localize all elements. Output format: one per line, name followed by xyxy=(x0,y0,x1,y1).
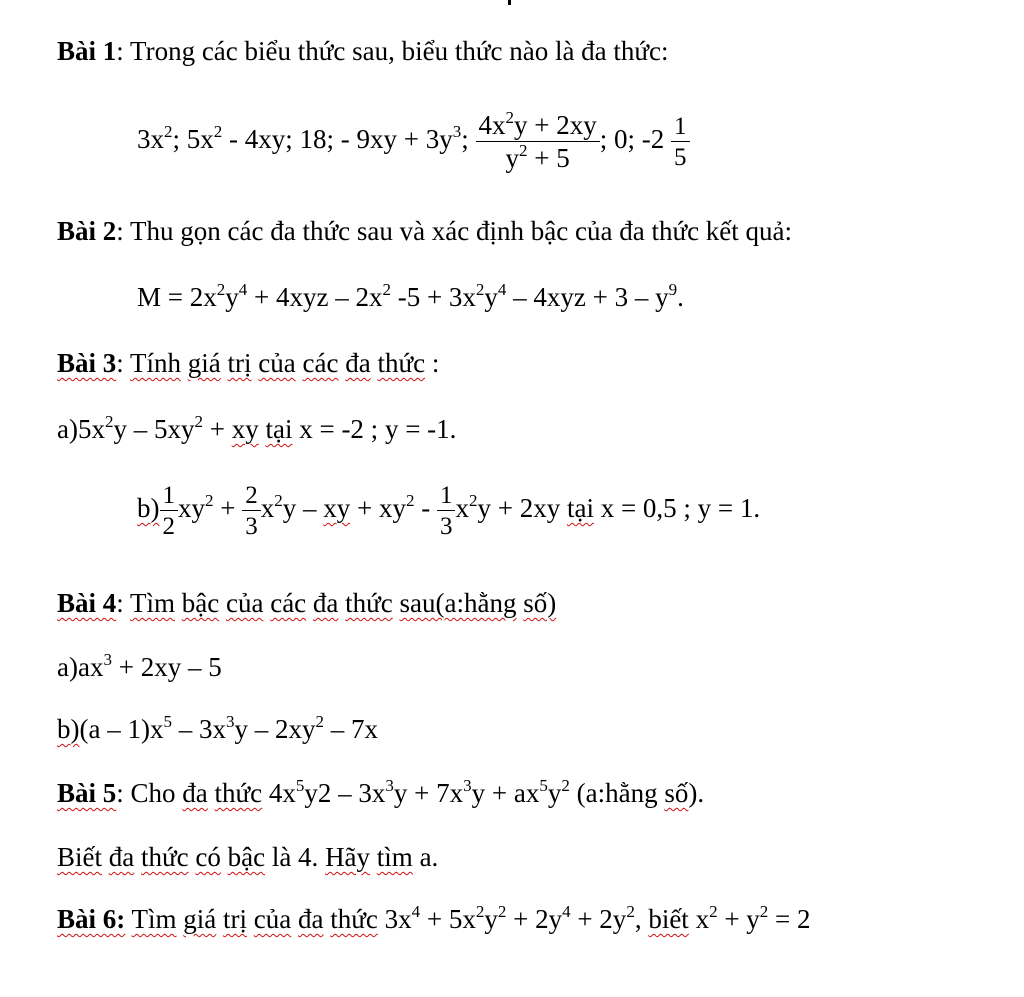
word: trị xyxy=(227,348,252,378)
sep: ; xyxy=(461,124,469,155)
fraction-numerator xyxy=(476,108,600,141)
expr: + 5 xyxy=(527,143,570,173)
exp: 2 xyxy=(216,280,226,299)
expr: y + 2xy xyxy=(514,110,597,140)
word: ). xyxy=(688,778,705,808)
expr: - xyxy=(414,493,437,523)
exp: 5 xyxy=(295,776,305,795)
bai3-heading xyxy=(57,346,439,380)
word: Tìm xyxy=(130,588,176,618)
word: đa xyxy=(312,588,339,618)
expr: 5x xyxy=(186,124,214,155)
fraction-denominator: 3 xyxy=(437,510,456,539)
expr: y – 5xy xyxy=(113,414,195,444)
word: Tính xyxy=(130,348,182,378)
exp: 2 xyxy=(205,491,214,510)
bai1-expressions xyxy=(137,108,690,173)
bai3-label: Bài 3 xyxy=(57,348,117,378)
fraction-numerator: 1 xyxy=(162,481,175,509)
fraction-numerator: 1 xyxy=(439,481,453,509)
fraction xyxy=(160,483,179,539)
word: tìm xyxy=(376,842,413,872)
bai5-line2 xyxy=(57,840,438,874)
expr: 3x xyxy=(377,904,412,934)
fraction xyxy=(437,483,456,539)
sep: ; xyxy=(172,124,187,155)
expr: + 2xy – 5 xyxy=(111,652,222,682)
expr: + xyxy=(202,414,232,444)
bai1-text: : Trong các biểu thức sau, biểu thức nào là đa thức: xyxy=(116,36,669,66)
word: của xyxy=(253,904,292,934)
bai5-label: Bài 5 xyxy=(57,778,117,808)
exp: 9 xyxy=(668,280,678,299)
expr: M = 2x xyxy=(137,282,217,312)
word: Hãy xyxy=(325,842,371,872)
word: thức xyxy=(377,348,426,378)
bai4-part-b xyxy=(57,712,378,746)
word: của xyxy=(258,348,296,378)
expr: a)ax xyxy=(57,652,104,682)
word: thức xyxy=(345,588,393,618)
expr: y – xyxy=(282,493,324,523)
expr: – 3x xyxy=(171,714,226,744)
expr: y2 – 3x xyxy=(304,778,386,808)
bai3-part-a xyxy=(57,412,456,446)
expr: y + 2xy xyxy=(477,493,567,523)
exp: 2 xyxy=(382,280,391,299)
expr: y + ax xyxy=(471,778,540,808)
word: các xyxy=(270,588,307,618)
expr: + 5x xyxy=(420,904,476,934)
expr: + xy xyxy=(350,493,406,523)
exp: 2 xyxy=(561,776,570,795)
expr: y xyxy=(484,904,498,934)
exp: 5 xyxy=(163,712,172,731)
expr: x xyxy=(260,493,275,523)
exp: 3 xyxy=(385,776,394,795)
expr: x = 0,5 ; y = 1. xyxy=(593,493,761,523)
expr: , xyxy=(634,904,649,934)
expr: 3x xyxy=(137,124,164,155)
expr: y xyxy=(505,143,520,173)
bai3-part-b xyxy=(137,478,760,539)
bai1-label: Bài 1 xyxy=(57,36,117,66)
fraction-denominator: 5 xyxy=(671,141,690,170)
exp: 3 xyxy=(463,776,472,795)
bai2-text: : Thu gọn các đa thức sau và xác định bậc của đa thức kết quả: xyxy=(116,216,793,246)
exp: 2 xyxy=(274,491,283,510)
word: giá xyxy=(183,904,217,934)
expr: + 4xyz – 2x xyxy=(247,282,383,312)
colon: : xyxy=(116,778,131,808)
exp: 2 xyxy=(194,412,203,431)
word: của xyxy=(226,588,264,618)
expr: y + 7x xyxy=(393,778,464,808)
word: đa xyxy=(298,904,324,934)
exp: 3 xyxy=(225,712,235,731)
expr: y – 2xy xyxy=(234,714,316,744)
exp: 4 xyxy=(238,280,248,299)
word: thức xyxy=(214,778,263,808)
word: số) xyxy=(523,588,557,618)
expr: xy xyxy=(178,493,205,523)
exp: 2 xyxy=(505,108,515,127)
part-label: b) xyxy=(57,714,80,744)
bai6-label: Bài 6: xyxy=(57,904,126,934)
exp: 2 xyxy=(759,902,769,921)
word: Cho xyxy=(130,778,176,808)
bai2-heading xyxy=(57,214,792,248)
fraction-numerator: 2 xyxy=(245,481,258,509)
exp: 2 xyxy=(315,712,324,731)
word: giá xyxy=(187,348,221,378)
bai1-heading xyxy=(57,34,669,68)
expr: x xyxy=(455,493,469,523)
expr: x xyxy=(688,904,710,934)
bai4-heading xyxy=(57,586,556,620)
expr: . xyxy=(677,282,684,312)
expr: y xyxy=(484,282,498,312)
expr: (a – 1)x xyxy=(79,714,164,744)
exp: 4 xyxy=(562,902,571,921)
exp: 5 xyxy=(539,776,548,795)
expr: xy xyxy=(231,414,259,444)
word: đa xyxy=(182,778,208,808)
bai4-part-a xyxy=(57,650,222,684)
expr: xy xyxy=(323,493,351,523)
word: bậc xyxy=(227,842,266,872)
exp: 2 xyxy=(405,491,415,510)
word: tại xyxy=(566,493,594,523)
expr: ; 18; - 9xy + 3y xyxy=(285,124,453,155)
expr: x = -2 ; y = -1. xyxy=(292,414,457,444)
word: sau(a:hằng xyxy=(399,588,517,618)
fraction-numerator: 1 xyxy=(674,113,687,140)
word: thức xyxy=(140,842,189,872)
word: bậc xyxy=(181,588,220,618)
word: thức xyxy=(330,904,378,934)
expr: a)5x xyxy=(57,414,105,444)
word: biết xyxy=(648,904,689,934)
expr: – 4xyz + 3 – y xyxy=(506,282,669,312)
exp: 4 xyxy=(497,280,507,299)
word: a. xyxy=(412,842,439,872)
expr: - 4xy xyxy=(222,124,286,155)
word: tại xyxy=(265,414,293,444)
fraction xyxy=(242,483,261,539)
word: các xyxy=(302,348,339,378)
colon: : xyxy=(116,348,131,378)
fraction-denominator xyxy=(476,141,600,172)
expr: + xyxy=(213,493,243,523)
exp: 2 xyxy=(164,122,173,142)
bai4-label: Bài 4 xyxy=(57,588,117,618)
word: đa xyxy=(345,348,371,378)
word: trị xyxy=(223,904,248,934)
expr: y xyxy=(225,282,239,312)
word: Tìm xyxy=(131,904,177,934)
exp: 2 xyxy=(475,280,485,299)
fraction xyxy=(476,108,600,173)
expr: = 2 xyxy=(768,904,811,934)
expr: + 2y xyxy=(570,904,627,934)
expr: y xyxy=(547,778,562,808)
bai2-expression xyxy=(137,280,684,314)
mixed-fraction xyxy=(671,114,690,170)
colon: : xyxy=(116,588,131,618)
top-edge-mark xyxy=(508,0,511,5)
fraction-denominator: 2 xyxy=(160,510,179,539)
expr: + 2y xyxy=(506,904,563,934)
bai2-label: Bài 2 xyxy=(57,216,117,246)
bai5-heading xyxy=(57,776,704,810)
word: đa xyxy=(108,842,135,872)
expr: 4x xyxy=(478,110,506,140)
exp: 2 xyxy=(475,902,485,921)
expr: ; 0; -2 xyxy=(599,124,665,155)
word: là 4. xyxy=(265,842,326,872)
exp: 3 xyxy=(452,122,462,142)
expr: -5 + 3x xyxy=(390,282,476,312)
exp: 2 xyxy=(497,902,507,921)
word: Biết xyxy=(57,842,102,872)
word: (a:hằng xyxy=(569,778,658,808)
expr: + y xyxy=(717,904,760,934)
exp: 2 xyxy=(626,902,635,921)
word: : xyxy=(425,348,440,378)
exp: 2 xyxy=(104,412,114,431)
exp: 2 xyxy=(213,122,223,142)
exp: 4 xyxy=(411,902,421,921)
part-label: b) xyxy=(137,493,160,523)
exp: 2 xyxy=(709,902,718,921)
word: số xyxy=(664,778,689,808)
word: có xyxy=(195,842,221,872)
exp: 2 xyxy=(519,141,528,160)
exp: 3 xyxy=(103,650,112,669)
bai6-heading xyxy=(57,902,811,936)
fraction-denominator: 3 xyxy=(242,510,261,539)
expr: – 7x xyxy=(323,714,378,744)
exp: 2 xyxy=(468,491,478,510)
expr: 4x xyxy=(262,778,296,808)
